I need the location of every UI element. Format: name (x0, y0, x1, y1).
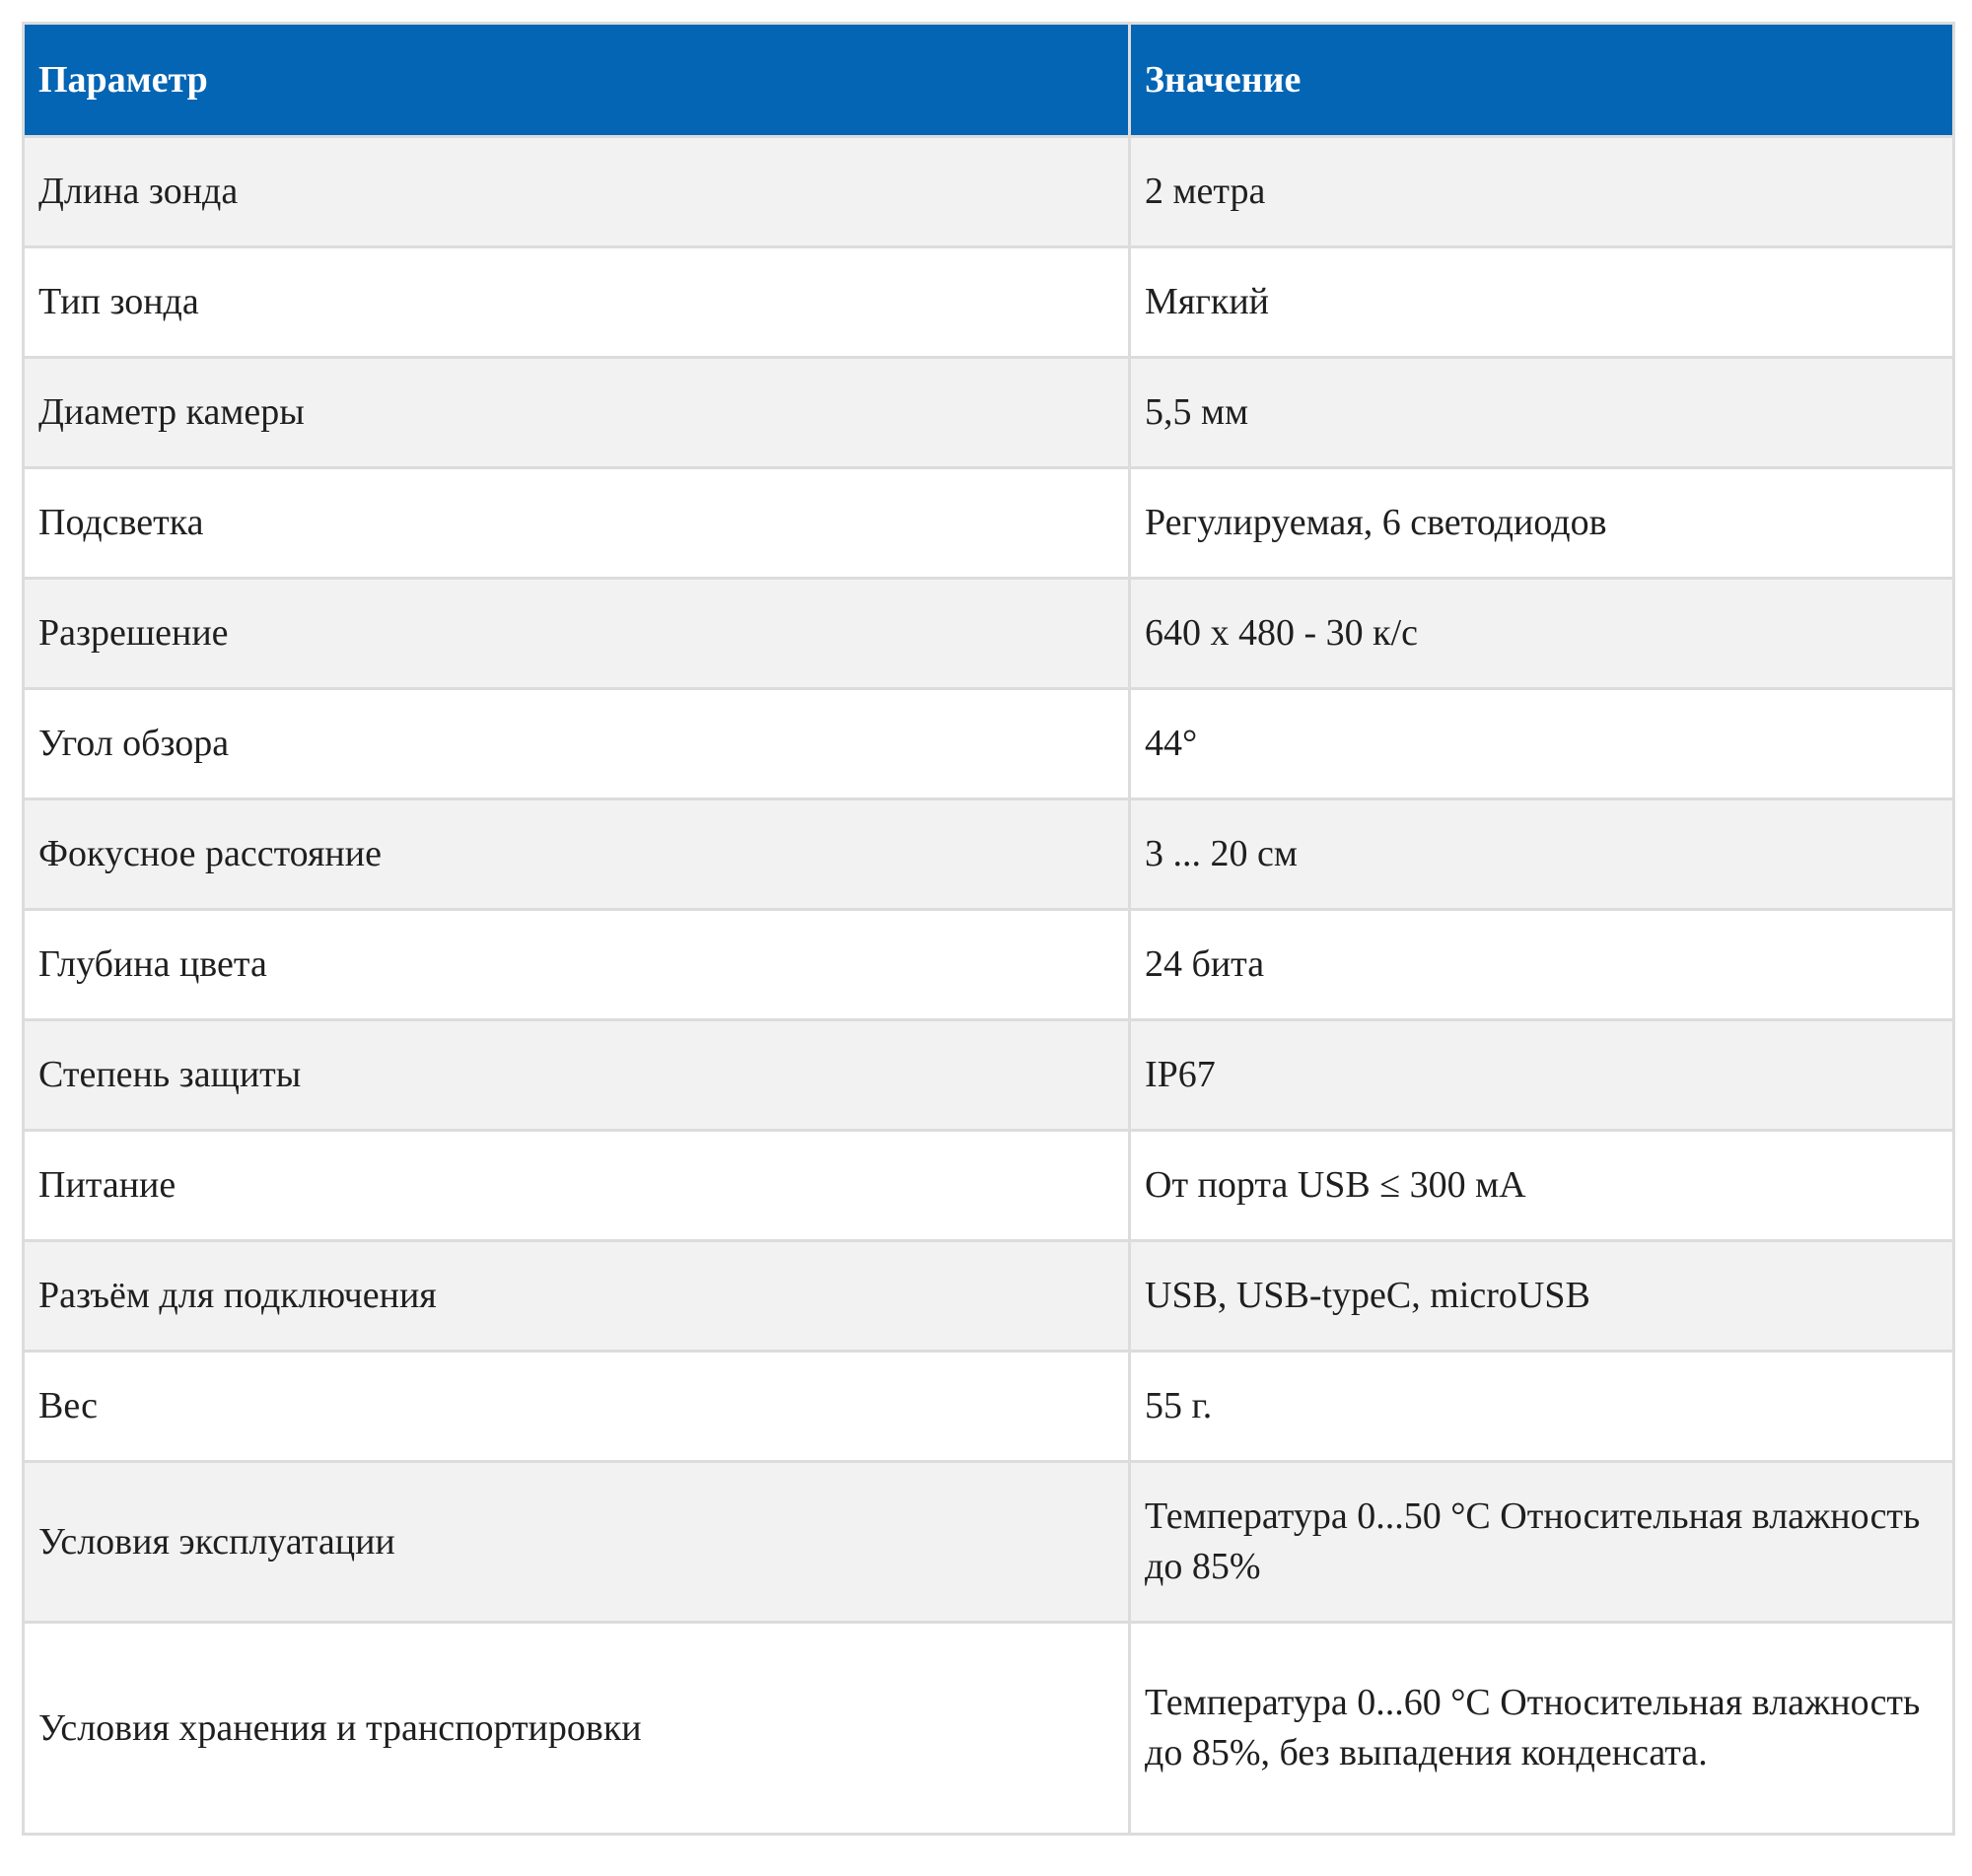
param-cell: Условия хранения и транспортировки (24, 1623, 1130, 1835)
table-row (24, 358, 1954, 468)
value-cell: IP67 (1130, 1020, 1954, 1131)
param-cell: Питание (24, 1131, 1130, 1241)
param-cell: Подсветка (24, 468, 1130, 579)
param-cell: Разрешение (24, 579, 1130, 689)
value-cell: 5,5 мм (1130, 358, 1954, 468)
table-row (24, 799, 1954, 910)
spec-table (22, 22, 1955, 1836)
header-parameter: Параметр (24, 24, 1130, 137)
value-cell: 640 x 480 - 30 к/с (1130, 579, 1954, 689)
param-cell: Фокусное расстояние (24, 799, 1130, 910)
value-cell: Температура 0...50 °С Относительная влажность до 85% (1130, 1462, 1954, 1623)
param-cell: Глубина цвета (24, 910, 1130, 1020)
value-cell: 2 метра (1130, 137, 1954, 247)
value-cell: Температура 0...60 °С Относительная влажность до 85%, без выпадения конденсата. (1130, 1623, 1954, 1835)
param-cell: Длина зонда (24, 137, 1130, 247)
value-cell: Мягкий (1130, 247, 1954, 358)
table-row (24, 1352, 1954, 1462)
param-cell: Угол обзора (24, 689, 1130, 799)
table-row (24, 468, 1954, 579)
table-row (24, 1623, 1954, 1835)
table-row (24, 137, 1954, 247)
table-row (24, 689, 1954, 799)
value-cell: 44° (1130, 689, 1954, 799)
value-cell: USB, USB-typeC, microUSB (1130, 1241, 1954, 1352)
value-cell: 3 ... 20 см (1130, 799, 1954, 910)
table-row (24, 247, 1954, 358)
value-cell: От порта USB ≤ 300 мА (1130, 1131, 1954, 1241)
table-row (24, 910, 1954, 1020)
param-cell: Вес (24, 1352, 1130, 1462)
param-cell: Диаметр камеры (24, 358, 1130, 468)
param-cell: Тип зонда (24, 247, 1130, 358)
table-row (24, 579, 1954, 689)
table-row (24, 1241, 1954, 1352)
header-value: Значение (1130, 24, 1954, 137)
param-cell: Условия эксплуатации (24, 1462, 1130, 1623)
value-cell: 24 бита (1130, 910, 1954, 1020)
param-cell: Разъём для подключения (24, 1241, 1130, 1352)
value-cell: 55 г. (1130, 1352, 1954, 1462)
table-row (24, 1131, 1954, 1241)
table-row (24, 1020, 1954, 1131)
param-cell: Степень защиты (24, 1020, 1130, 1131)
table-row (24, 1462, 1954, 1623)
table-header-row (24, 24, 1954, 137)
value-cell: Регулируемая, 6 светодиодов (1130, 468, 1954, 579)
